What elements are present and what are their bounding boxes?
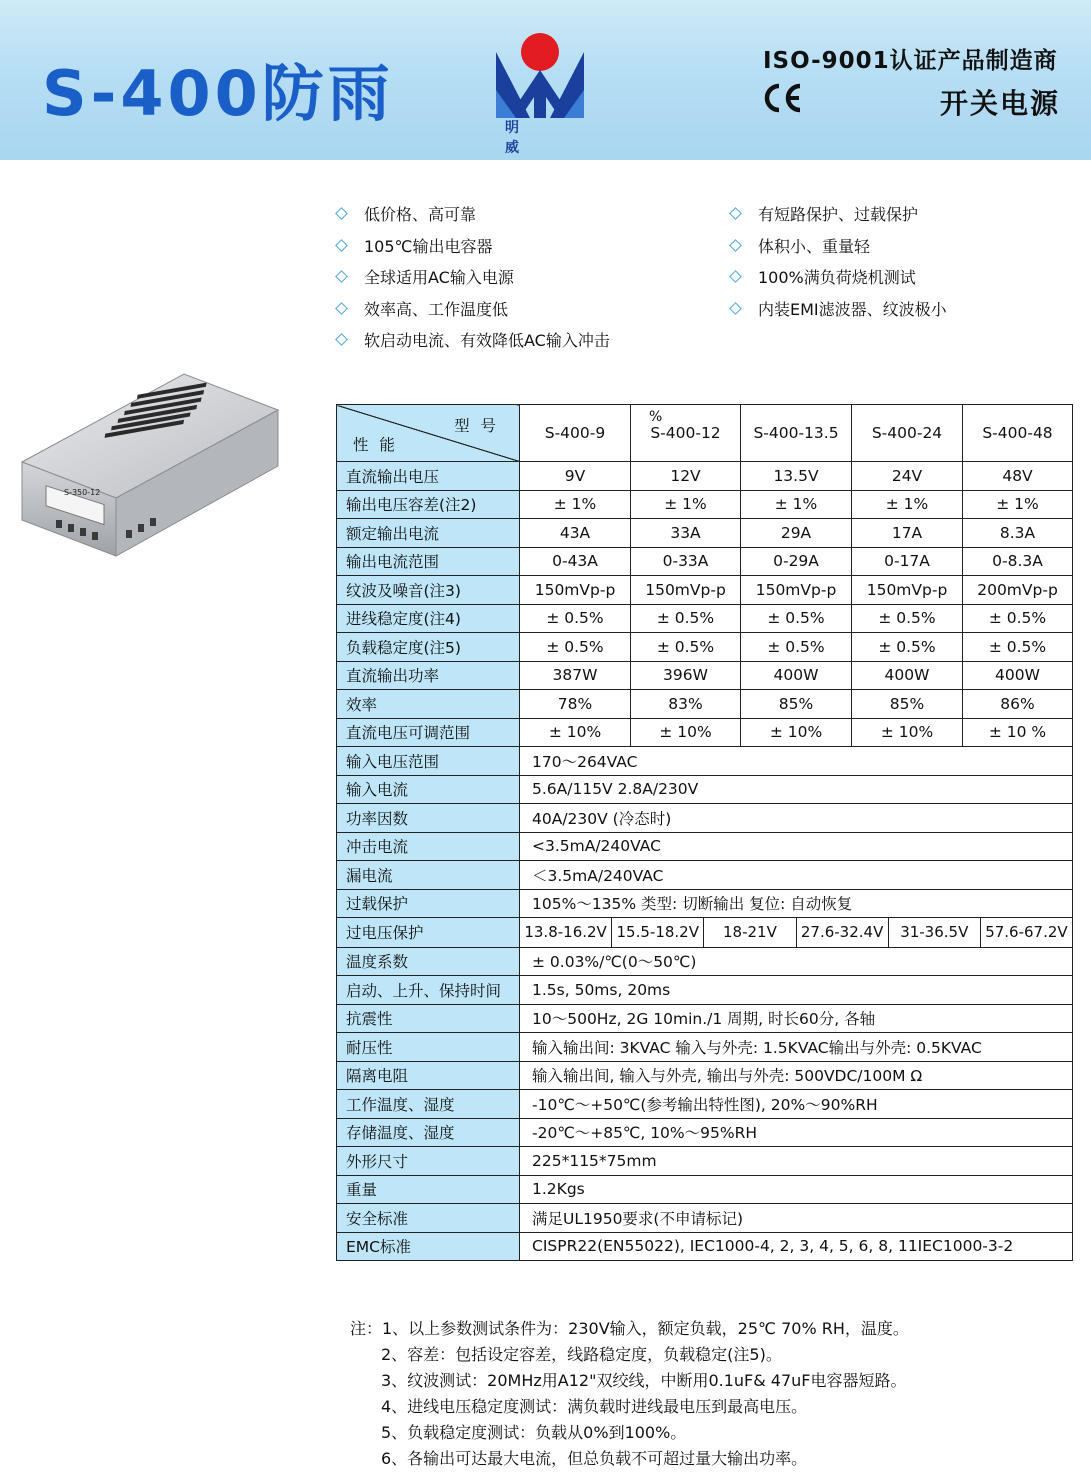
row-value: CISPR22(EN55022), IEC1000-4, 2, 3, 4, 5, 6, 8, 11IEC1000-3-2 xyxy=(520,1232,1073,1261)
table-row xyxy=(337,519,1073,548)
row-value: 24V xyxy=(852,462,963,491)
row-value: ± 0.5% xyxy=(741,633,852,662)
row-value: 48V xyxy=(963,462,1073,491)
ovp-value: 13.8-16.2V xyxy=(524,923,607,941)
row-label: 隔离电阻 xyxy=(337,1061,520,1090)
ovp-value: 57.6-67.2V xyxy=(980,918,1072,947)
features-left xyxy=(334,198,610,356)
table-row xyxy=(337,918,1073,948)
feature-item: 105℃输出电容器 xyxy=(334,230,610,262)
table-row xyxy=(337,1061,1073,1090)
table-row xyxy=(337,576,1073,605)
row-value: ± 0.5% xyxy=(520,633,631,662)
row-value: 0-29A xyxy=(741,547,852,576)
row-value: 1.2Kgs xyxy=(520,1175,1073,1204)
row-value: 0-17A xyxy=(852,547,963,576)
photo-label: S-350-12 xyxy=(64,488,101,497)
row-label: 进线稳定度(注4) xyxy=(337,604,520,633)
row-value: ＜3.5mA/240VAC xyxy=(520,861,1073,890)
feature-item: 软启动电流、有效降低AC输入冲击 xyxy=(334,324,610,356)
table-row xyxy=(337,832,1073,861)
row-value: 43A xyxy=(520,519,631,548)
diamond-bullet-icon xyxy=(729,239,742,252)
row-value: ± 0.5% xyxy=(852,604,963,633)
row-value: 85% xyxy=(852,690,963,719)
row-value: 10～500Hz, 2G 10min./1 周期, 时长60分, 各轴 xyxy=(520,1004,1073,1033)
row-value: 225*115*75mm xyxy=(520,1147,1073,1176)
row-value: ± 10% xyxy=(631,718,741,747)
row-value: 29A xyxy=(741,519,852,548)
note-line: 注：1、以上参数测试条件为：230V输入，额定负载，25℃ 70% RH，温度。 xyxy=(350,1319,909,1338)
row-value: ± 0.03%/℃(0～50℃) xyxy=(520,947,1073,976)
diamond-bullet-icon xyxy=(729,302,742,315)
ovp-value: 31-36.5V xyxy=(888,918,980,947)
spec-table xyxy=(336,404,1073,1261)
table-row xyxy=(337,976,1073,1005)
diamond-bullet-icon xyxy=(729,270,742,283)
row-label: 重量 xyxy=(337,1175,520,1204)
row-label: 耐压性 xyxy=(337,1033,520,1062)
row-value: 12V xyxy=(631,462,741,491)
row-value: 105%～135% 类型: 切断输出 复位: 自动恢复 xyxy=(520,889,1073,918)
table-row xyxy=(337,1090,1073,1119)
diamond-bullet-icon xyxy=(335,239,348,252)
row-value: -10℃～+50℃(参考输出特性图), 20%～90%RH xyxy=(520,1090,1073,1119)
row-value: ± 1% xyxy=(631,490,741,519)
table-row xyxy=(337,1033,1073,1062)
row-label: 功率因数 xyxy=(337,804,520,833)
row-value: ± 10 % xyxy=(963,718,1073,747)
feature-item: 有短路保护、过载保护 xyxy=(728,198,947,230)
model-header: S-400-13.5 xyxy=(741,405,852,462)
row-value: -20℃～+85℃, 10%～95%RH xyxy=(520,1118,1073,1147)
row-value: 150mVp-p xyxy=(520,576,631,605)
table-row xyxy=(337,462,1073,491)
row-value: 输入输出间: 3KVAC 输入与外壳: 1.5KVAC输出与外壳: 0.5KVAC xyxy=(520,1033,1073,1062)
row-value: 387W xyxy=(520,661,631,690)
row-label: 效率 xyxy=(337,690,520,719)
row-label: 过载保护 xyxy=(337,889,520,918)
row-label: 输出电压容差(注2) xyxy=(337,490,520,519)
power-supply-photo xyxy=(16,370,284,560)
row-label: 存储温度、湿度 xyxy=(337,1118,520,1147)
row-value: ± 1% xyxy=(520,490,631,519)
table-row xyxy=(337,661,1073,690)
row-value: <3.5mA/240VAC xyxy=(520,832,1073,861)
diamond-bullet-icon xyxy=(729,207,742,220)
row-label: 启动、上升、保持时间 xyxy=(337,976,520,1005)
row-label: 负载稳定度(注5) xyxy=(337,633,520,662)
row-label: 外形尺寸 xyxy=(337,1147,520,1176)
note-line: 4、进线电压稳定度测试：满负载时进线最电压到最高电压。 xyxy=(381,1397,808,1416)
feature-item: 效率高、工作温度低 xyxy=(334,293,610,325)
row-value: ± 1% xyxy=(852,490,963,519)
header-banner xyxy=(0,0,1091,160)
row-label: 过电压保护 xyxy=(337,918,520,948)
table-row xyxy=(337,604,1073,633)
row-value: 8.3A xyxy=(963,519,1073,548)
model-header: S-400-9 xyxy=(520,405,631,462)
row-value: 0-33A xyxy=(631,547,741,576)
row-label: 额定输出电流 xyxy=(337,519,520,548)
row-value: ± 0.5% xyxy=(963,604,1073,633)
note-line: 6、各输出可达最大电流，但总负载不可超过量大输出功率。 xyxy=(381,1449,808,1468)
feature-item: 低价格、高可靠 xyxy=(334,198,610,230)
note-line: 5、负载稳定度测试：负载从0%到100%。 xyxy=(381,1423,687,1442)
table-row xyxy=(337,547,1073,576)
row-label: 温度系数 xyxy=(337,947,520,976)
row-label: 纹波及噪音(注3) xyxy=(337,576,520,605)
row-value: 170～264VAC xyxy=(520,747,1073,776)
row-label: 冲击电流 xyxy=(337,832,520,861)
diamond-bullet-icon xyxy=(335,207,348,220)
row-value: 9V xyxy=(520,462,631,491)
row-value: ± 0.5% xyxy=(852,633,963,662)
model-header: % S-400-12 xyxy=(631,405,741,462)
row-label: 工作温度、湿度 xyxy=(337,1090,520,1119)
iso-certification: ISO-9001认证产品制造商 xyxy=(763,48,1058,74)
note-line: 3、纹波测试：20MHz用A12"双绞线，中断用0.1uF& 47uF电容器短路。 xyxy=(381,1371,907,1390)
product-category: 开关电源 xyxy=(940,87,1061,120)
row-value: 150mVp-p xyxy=(852,576,963,605)
row-value: 13.5V xyxy=(741,462,852,491)
table-row xyxy=(337,633,1073,662)
ce-mark-icon xyxy=(762,82,806,114)
row-value: ± 1% xyxy=(963,490,1073,519)
feature-item: 内装EMI滤波器、纹波极小 xyxy=(728,293,947,325)
model-header: S-400-24 xyxy=(852,405,963,462)
table-row xyxy=(337,1147,1073,1176)
ovp-values xyxy=(520,918,1073,948)
row-value: ± 10% xyxy=(852,718,963,747)
row-label: 直流输出功率 xyxy=(337,661,520,690)
feature-item: 体积小、重量轻 xyxy=(728,230,947,262)
table-row xyxy=(337,1232,1073,1261)
table-row xyxy=(337,1175,1073,1204)
row-label: 直流输出电压 xyxy=(337,462,520,491)
diamond-bullet-icon xyxy=(335,333,348,346)
product-title: S-400防雨 xyxy=(42,57,394,130)
row-value: 17A xyxy=(852,519,963,548)
row-value: 40A/230V (冷态时) xyxy=(520,804,1073,833)
table-row xyxy=(337,718,1073,747)
feature-item: 全球适用AC输入电源 xyxy=(334,261,610,293)
diamond-bullet-icon xyxy=(335,270,348,283)
row-value: 5.6A/115V 2.8A/230V xyxy=(520,775,1073,804)
table-row xyxy=(337,1004,1073,1033)
table-row xyxy=(337,804,1073,833)
features-right xyxy=(728,198,947,324)
row-value: 满足UL1950要求(不申请标记) xyxy=(520,1204,1073,1233)
row-value: 200mVp-p xyxy=(963,576,1073,605)
row-label: 输入电流 xyxy=(337,775,520,804)
row-value: ± 0.5% xyxy=(631,633,741,662)
row-value: 396W xyxy=(631,661,741,690)
diamond-bullet-icon xyxy=(335,302,348,315)
row-value: ± 0.5% xyxy=(741,604,852,633)
row-value: 0-43A xyxy=(520,547,631,576)
row-value: ± 0.5% xyxy=(631,604,741,633)
note-line: 2、容差：包括设定容差，线路稳定度，负载稳定(注5)。 xyxy=(381,1345,782,1364)
row-label: 输入电压范围 xyxy=(337,747,520,776)
row-value: 150mVp-p xyxy=(741,576,852,605)
model-header: S-400-48 xyxy=(963,405,1073,462)
table-row xyxy=(337,861,1073,890)
row-value: 33A xyxy=(631,519,741,548)
row-label: 直流电压可调范围 xyxy=(337,718,520,747)
ovp-value: 18-21V xyxy=(703,918,795,947)
row-value: ± 10% xyxy=(520,718,631,747)
feature-item: 100%满负荷烧机测试 xyxy=(728,261,947,293)
table-row xyxy=(337,1118,1073,1147)
corner-cell: 型 号 性 能 xyxy=(337,405,520,462)
row-value: ± 0.5% xyxy=(963,633,1073,662)
row-value: 85% xyxy=(741,690,852,719)
percent-mark: % xyxy=(649,409,663,425)
row-value: 1.5s, 50ms, 20ms xyxy=(520,976,1073,1005)
row-label: 输出电流范围 xyxy=(337,547,520,576)
row-label: 漏电流 xyxy=(337,861,520,890)
row-value: 78% xyxy=(520,690,631,719)
row-value: 0-8.3A xyxy=(963,547,1073,576)
table-row xyxy=(337,490,1073,519)
row-label: 安全标准 xyxy=(337,1204,520,1233)
row-value: 150mVp-p xyxy=(631,576,741,605)
table-row xyxy=(337,947,1073,976)
row-value: 400W xyxy=(963,661,1073,690)
notes xyxy=(350,1316,909,1472)
table-row xyxy=(337,889,1073,918)
row-value: 400W xyxy=(741,661,852,690)
ovp-value: 27.6-32.4V xyxy=(796,918,888,947)
row-label: EMC标准 xyxy=(337,1232,520,1261)
logo-text: 明 威 xyxy=(505,120,537,156)
row-value: ± 0.5% xyxy=(520,604,631,633)
row-value: 83% xyxy=(631,690,741,719)
row-value: ± 10% xyxy=(741,718,852,747)
ovp-value: 15.5-18.2V xyxy=(611,918,703,947)
table-row xyxy=(337,747,1073,776)
table-row xyxy=(337,775,1073,804)
table-row xyxy=(337,690,1073,719)
table-row xyxy=(337,1204,1073,1233)
row-value: 400W xyxy=(852,661,963,690)
row-label: 抗震性 xyxy=(337,1004,520,1033)
row-value: 86% xyxy=(963,690,1073,719)
row-value: 输入输出间, 输入与外壳, 输出与外壳: 500VDC/100M Ω xyxy=(520,1061,1073,1090)
row-value: ± 1% xyxy=(741,490,852,519)
table-header-row xyxy=(337,405,1073,462)
